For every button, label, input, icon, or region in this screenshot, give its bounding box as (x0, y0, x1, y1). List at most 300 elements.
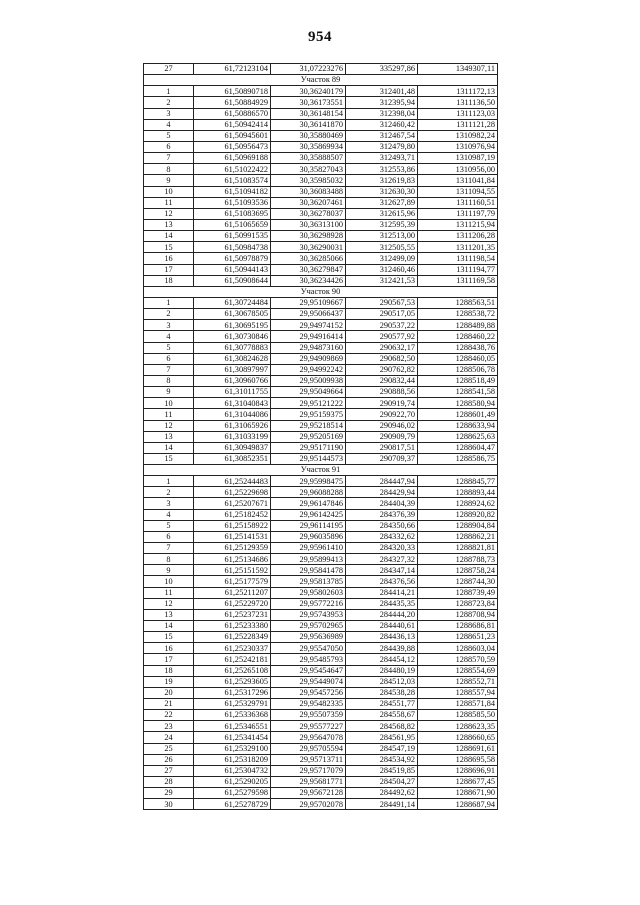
longitude-cell: 29,96035896 (271, 531, 346, 542)
point-number: 14 (144, 621, 194, 632)
y-coordinate-cell: 1311123,03 (418, 108, 498, 119)
point-number: 3 (144, 108, 194, 119)
table-row (144, 141, 498, 152)
y-coordinate-cell: 1288845,77 (418, 476, 498, 487)
latitude-cell: 61,25304732 (194, 765, 271, 776)
latitude-cell: 61,51083695 (194, 208, 271, 219)
latitude-cell: 61,25182452 (194, 509, 271, 520)
y-coordinate-cell: 1288758,24 (418, 565, 498, 576)
table-row (144, 721, 498, 732)
x-coordinate-cell: 312553,86 (346, 164, 418, 175)
point-number: 21 (144, 699, 194, 710)
y-coordinate-cell: 1311160,51 (418, 197, 498, 208)
point-number: 11 (144, 409, 194, 420)
y-coordinate-cell: 1288723,84 (418, 598, 498, 609)
point-number: 11 (144, 587, 194, 598)
x-coordinate-cell: 312630,30 (346, 186, 418, 197)
point-number: 30 (144, 799, 194, 810)
point-number: 1 (144, 86, 194, 97)
table-row (144, 364, 498, 375)
x-coordinate-cell: 284320,33 (346, 543, 418, 554)
latitude-cell: 61,25346551 (194, 721, 271, 732)
latitude-cell: 61,51094182 (194, 186, 271, 197)
y-coordinate-cell: 1288633,94 (418, 420, 498, 431)
y-coordinate-cell: 1288586,75 (418, 453, 498, 464)
y-coordinate-cell: 1311121,28 (418, 119, 498, 130)
y-coordinate-cell: 1288862,21 (418, 531, 498, 542)
longitude-cell: 29,95449074 (271, 676, 346, 687)
y-coordinate-cell: 1288660,65 (418, 732, 498, 743)
longitude-cell: 29,94909869 (271, 353, 346, 364)
point-number: 9 (144, 565, 194, 576)
point-number: 5 (144, 342, 194, 353)
longitude-cell: 30,36285066 (271, 253, 346, 264)
latitude-cell: 61,25341454 (194, 732, 271, 743)
longitude-cell: 29,95577227 (271, 721, 346, 732)
y-coordinate-cell: 1288893,44 (418, 487, 498, 498)
longitude-cell: 29,94916414 (271, 331, 346, 342)
longitude-cell: 29,94873160 (271, 342, 346, 353)
y-coordinate-cell: 1288489,88 (418, 320, 498, 331)
point-number: 12 (144, 208, 194, 219)
point-number: 7 (144, 543, 194, 554)
point-number: 8 (144, 164, 194, 175)
x-coordinate-cell: 312421,53 (346, 275, 418, 286)
x-coordinate-cell: 312401,48 (346, 86, 418, 97)
table-row (144, 498, 498, 509)
point-number: 8 (144, 554, 194, 565)
point-number: 5 (144, 520, 194, 531)
y-coordinate-cell: 1288920,82 (418, 509, 498, 520)
x-coordinate-cell: 312513,00 (346, 231, 418, 242)
x-coordinate-cell: 290888,56 (346, 387, 418, 398)
point-number: 6 (144, 141, 194, 152)
longitude-cell: 30,36278037 (271, 208, 346, 219)
x-coordinate-cell: 284436,13 (346, 632, 418, 643)
section-title: Участок 91 (144, 465, 498, 476)
y-coordinate-cell: 1288691,61 (418, 743, 498, 754)
longitude-cell: 29,95636989 (271, 632, 346, 643)
y-coordinate-cell: 1311169,58 (418, 275, 498, 286)
section-title: Участок 89 (144, 75, 498, 86)
longitude-cell: 29,95049664 (271, 387, 346, 398)
point-number: 3 (144, 320, 194, 331)
x-coordinate-cell: 290632,17 (346, 342, 418, 353)
table-row (144, 130, 498, 141)
table-row (144, 699, 498, 710)
table-row (144, 520, 498, 531)
table-row (144, 208, 498, 219)
x-coordinate-cell: 312460,46 (346, 264, 418, 275)
table-row (144, 654, 498, 665)
x-coordinate-cell: 335297,86 (346, 64, 418, 75)
longitude-cell: 30,36298928 (271, 231, 346, 242)
table-row (144, 320, 498, 331)
x-coordinate-cell: 284534,92 (346, 754, 418, 765)
longitude-cell: 30,36240179 (271, 86, 346, 97)
longitude-cell: 29,95961410 (271, 543, 346, 554)
longitude-cell: 29,96088288 (271, 487, 346, 498)
point-number: 27 (144, 765, 194, 776)
x-coordinate-cell: 284561,95 (346, 732, 418, 743)
point-number: 4 (144, 331, 194, 342)
point-number: 13 (144, 431, 194, 442)
x-coordinate-cell: 284376,56 (346, 576, 418, 587)
y-coordinate-cell: 1288686,81 (418, 621, 498, 632)
point-number: 6 (144, 353, 194, 364)
x-coordinate-cell: 312398,04 (346, 108, 418, 119)
table-row (144, 799, 498, 810)
latitude-cell: 61,50984738 (194, 242, 271, 253)
table-row (144, 565, 498, 576)
point-number: 26 (144, 754, 194, 765)
point-number: 20 (144, 687, 194, 698)
x-coordinate-cell: 284512,03 (346, 676, 418, 687)
x-coordinate-cell: 284551,77 (346, 699, 418, 710)
x-coordinate-cell: 290832,44 (346, 375, 418, 386)
longitude-cell: 30,36290031 (271, 242, 346, 253)
table-row (144, 754, 498, 765)
table-row (144, 353, 498, 364)
latitude-cell: 61,25141531 (194, 531, 271, 542)
y-coordinate-cell: 1288518,49 (418, 375, 498, 386)
point-number: 16 (144, 253, 194, 264)
latitude-cell: 61,30852351 (194, 453, 271, 464)
point-number: 14 (144, 231, 194, 242)
table-row (144, 387, 498, 398)
x-coordinate-cell: 284376,39 (346, 509, 418, 520)
table-row (144, 509, 498, 520)
latitude-cell: 61,25134686 (194, 554, 271, 565)
point-number: 2 (144, 309, 194, 320)
table-row (144, 676, 498, 687)
longitude-cell: 29,95109667 (271, 297, 346, 308)
point-number: 9 (144, 175, 194, 186)
latitude-cell: 61,25336368 (194, 710, 271, 721)
x-coordinate-cell: 290682,50 (346, 353, 418, 364)
table-row (144, 621, 498, 632)
x-coordinate-cell: 284350,66 (346, 520, 418, 531)
x-coordinate-cell: 284435,35 (346, 598, 418, 609)
table-row (144, 197, 498, 208)
longitude-cell: 29,95121222 (271, 398, 346, 409)
x-coordinate-cell: 284404,39 (346, 498, 418, 509)
longitude-cell: 30,36313100 (271, 219, 346, 230)
latitude-cell: 61,25279598 (194, 788, 271, 799)
x-coordinate-cell: 284439,88 (346, 643, 418, 654)
page-number: 954 (308, 29, 332, 45)
table-row (144, 253, 498, 264)
x-coordinate-cell: 312615,96 (346, 208, 418, 219)
x-coordinate-cell: 312460,42 (346, 119, 418, 130)
point-number: 9 (144, 387, 194, 398)
point-number: 14 (144, 442, 194, 453)
longitude-cell: 29,95482335 (271, 699, 346, 710)
latitude-cell: 61,25329791 (194, 699, 271, 710)
point-number: 4 (144, 509, 194, 520)
latitude-cell: 61,25244483 (194, 476, 271, 487)
section-header-row (144, 75, 498, 86)
x-coordinate-cell: 312627,89 (346, 197, 418, 208)
coordinates-table-body (144, 64, 498, 810)
x-coordinate-cell: 290922,70 (346, 409, 418, 420)
point-number: 7 (144, 153, 194, 164)
latitude-cell: 61,25242181 (194, 654, 271, 665)
x-coordinate-cell: 284347,14 (346, 565, 418, 576)
point-number: 10 (144, 398, 194, 409)
latitude-cell: 61,30778883 (194, 342, 271, 353)
point-number: 1 (144, 476, 194, 487)
y-coordinate-cell: 1311206,28 (418, 231, 498, 242)
table-row (144, 442, 498, 453)
y-coordinate-cell: 1288460,22 (418, 331, 498, 342)
latitude-cell: 61,50945601 (194, 130, 271, 141)
x-coordinate-cell: 284429,94 (346, 487, 418, 498)
latitude-cell: 61,50969188 (194, 153, 271, 164)
point-number: 18 (144, 275, 194, 286)
x-coordinate-cell: 312479,80 (346, 141, 418, 152)
x-coordinate-cell: 312395,94 (346, 97, 418, 108)
table-row (144, 576, 498, 587)
table-row (144, 231, 498, 242)
longitude-cell: 29,95772216 (271, 598, 346, 609)
point-number: 2 (144, 487, 194, 498)
table-row (144, 710, 498, 721)
x-coordinate-cell: 284444,20 (346, 609, 418, 620)
table-row (144, 732, 498, 743)
x-coordinate-cell: 312493,71 (346, 153, 418, 164)
latitude-cell: 61,25211207 (194, 587, 271, 598)
latitude-cell: 61,50942414 (194, 119, 271, 130)
latitude-cell: 61,25207671 (194, 498, 271, 509)
longitude-cell: 29,94992242 (271, 364, 346, 375)
latitude-cell: 61,51093536 (194, 197, 271, 208)
x-coordinate-cell: 284327,32 (346, 554, 418, 565)
longitude-cell: 29,95171190 (271, 442, 346, 453)
table-row (144, 375, 498, 386)
point-number: 10 (144, 576, 194, 587)
latitude-cell: 61,50991535 (194, 231, 271, 242)
longitude-cell: 30,35985032 (271, 175, 346, 186)
y-coordinate-cell: 1288585,50 (418, 710, 498, 721)
latitude-cell: 61,25158922 (194, 520, 271, 531)
x-coordinate-cell: 312499,09 (346, 253, 418, 264)
y-coordinate-cell: 1288563,51 (418, 297, 498, 308)
point-number: 2 (144, 97, 194, 108)
latitude-cell: 61,25237231 (194, 609, 271, 620)
y-coordinate-cell: 1288677,45 (418, 777, 498, 788)
y-coordinate-cell: 1288739,49 (418, 587, 498, 598)
y-coordinate-cell: 1310982,24 (418, 130, 498, 141)
latitude-cell: 61,50886570 (194, 108, 271, 119)
table-row (144, 554, 498, 565)
table-row (144, 587, 498, 598)
latitude-cell: 61,31033199 (194, 431, 271, 442)
table-row (144, 609, 498, 620)
point-number: 17 (144, 264, 194, 275)
longitude-cell: 29,95009938 (271, 375, 346, 386)
latitude-cell: 61,50908644 (194, 275, 271, 286)
longitude-cell: 29,95802603 (271, 587, 346, 598)
latitude-cell: 61,25329100 (194, 743, 271, 754)
point-number: 29 (144, 788, 194, 799)
y-coordinate-cell: 1288695,58 (418, 754, 498, 765)
latitude-cell: 61,31044086 (194, 409, 271, 420)
table-row (144, 743, 498, 754)
longitude-cell: 29,95702965 (271, 621, 346, 632)
y-coordinate-cell: 1288821,81 (418, 543, 498, 554)
longitude-cell: 30,35888507 (271, 153, 346, 164)
y-coordinate-cell: 1288580,94 (418, 398, 498, 409)
y-coordinate-cell: 1311198,54 (418, 253, 498, 264)
point-number: 3 (144, 498, 194, 509)
table-row (144, 487, 498, 498)
latitude-cell: 61,31065926 (194, 420, 271, 431)
longitude-cell: 30,36279847 (271, 264, 346, 275)
point-number: 11 (144, 197, 194, 208)
latitude-cell: 61,25293605 (194, 676, 271, 687)
latitude-cell: 61,30824628 (194, 353, 271, 364)
latitude-cell: 61,72123104 (194, 64, 271, 75)
y-coordinate-cell: 1311094,55 (418, 186, 498, 197)
latitude-cell: 61,31040843 (194, 398, 271, 409)
point-number: 7 (144, 364, 194, 375)
longitude-cell: 29,95647078 (271, 732, 346, 743)
point-number: 8 (144, 375, 194, 386)
y-coordinate-cell: 1288570,59 (418, 654, 498, 665)
table-row (144, 409, 498, 420)
point-number: 23 (144, 721, 194, 732)
y-coordinate-cell: 1288904,84 (418, 520, 498, 531)
latitude-cell: 61,30724484 (194, 297, 271, 308)
latitude-cell: 61,30949837 (194, 442, 271, 453)
table-row (144, 777, 498, 788)
longitude-cell: 29,95681771 (271, 777, 346, 788)
longitude-cell: 30,35827043 (271, 164, 346, 175)
longitude-cell: 29,95705594 (271, 743, 346, 754)
point-number: 1 (144, 297, 194, 308)
longitude-cell: 29,95998475 (271, 476, 346, 487)
table-row (144, 264, 498, 275)
longitude-cell: 29,95205169 (271, 431, 346, 442)
point-number: 5 (144, 130, 194, 141)
longitude-cell: 29,96147846 (271, 498, 346, 509)
longitude-cell: 29,95454647 (271, 665, 346, 676)
table-row (144, 420, 498, 431)
point-number: 19 (144, 676, 194, 687)
y-coordinate-cell: 1311197,79 (418, 208, 498, 219)
y-coordinate-cell: 1288924,62 (418, 498, 498, 509)
table-row (144, 788, 498, 799)
x-coordinate-cell: 284440,61 (346, 621, 418, 632)
latitude-cell: 61,50890718 (194, 86, 271, 97)
latitude-cell: 61,25229720 (194, 598, 271, 609)
point-number: 15 (144, 242, 194, 253)
x-coordinate-cell: 290517,05 (346, 309, 418, 320)
point-number: 18 (144, 665, 194, 676)
x-coordinate-cell: 284519,85 (346, 765, 418, 776)
latitude-cell: 61,31011755 (194, 387, 271, 398)
table-row (144, 665, 498, 676)
latitude-cell: 61,25228349 (194, 632, 271, 643)
latitude-cell: 61,25230337 (194, 643, 271, 654)
point-number: 6 (144, 531, 194, 542)
point-number: 17 (144, 654, 194, 665)
point-number: 15 (144, 632, 194, 643)
latitude-cell: 61,25229698 (194, 487, 271, 498)
longitude-cell: 30,36173551 (271, 97, 346, 108)
y-coordinate-cell: 1310956,00 (418, 164, 498, 175)
x-coordinate-cell: 284568,82 (346, 721, 418, 732)
latitude-cell: 61,25177579 (194, 576, 271, 587)
point-number: 27 (144, 64, 194, 75)
longitude-cell: 29,95159375 (271, 409, 346, 420)
x-coordinate-cell: 284480,19 (346, 665, 418, 676)
y-coordinate-cell: 1288651,23 (418, 632, 498, 643)
x-coordinate-cell: 284504,27 (346, 777, 418, 788)
table-row (144, 309, 498, 320)
latitude-cell: 61,30678505 (194, 309, 271, 320)
latitude-cell: 61,25318209 (194, 754, 271, 765)
latitude-cell: 61,25317296 (194, 687, 271, 698)
x-coordinate-cell: 290537,22 (346, 320, 418, 331)
y-coordinate-cell: 1311201,35 (418, 242, 498, 253)
table-row (144, 342, 498, 353)
point-number: 13 (144, 609, 194, 620)
x-coordinate-cell: 284454,12 (346, 654, 418, 665)
x-coordinate-cell: 312619,83 (346, 175, 418, 186)
longitude-cell: 30,36234426 (271, 275, 346, 286)
x-coordinate-cell: 290909,79 (346, 431, 418, 442)
longitude-cell: 29,95702078 (271, 799, 346, 810)
point-number: 12 (144, 420, 194, 431)
longitude-cell: 29,95743953 (271, 609, 346, 620)
point-number: 22 (144, 710, 194, 721)
longitude-cell: 30,36148154 (271, 108, 346, 119)
table-row (144, 431, 498, 442)
y-coordinate-cell: 1288460,05 (418, 353, 498, 364)
latitude-cell: 61,30960766 (194, 375, 271, 386)
x-coordinate-cell: 290577,92 (346, 331, 418, 342)
latitude-cell: 61,50884929 (194, 97, 271, 108)
table-row (144, 186, 498, 197)
x-coordinate-cell: 290946,02 (346, 420, 418, 431)
point-number: 25 (144, 743, 194, 754)
latitude-cell: 61,25129359 (194, 543, 271, 554)
table-row (144, 175, 498, 186)
y-coordinate-cell: 1311041,84 (418, 175, 498, 186)
latitude-cell: 61,30897997 (194, 364, 271, 375)
table-row (144, 531, 498, 542)
point-number: 24 (144, 732, 194, 743)
longitude-cell: 29,95218514 (271, 420, 346, 431)
longitude-cell: 30,35869934 (271, 141, 346, 152)
latitude-cell: 61,50944143 (194, 264, 271, 275)
longitude-cell: 29,95066437 (271, 309, 346, 320)
table-row (144, 453, 498, 464)
table-row (144, 297, 498, 308)
y-coordinate-cell: 1288744,30 (418, 576, 498, 587)
point-number: 16 (144, 643, 194, 654)
x-coordinate-cell: 284547,19 (346, 743, 418, 754)
table-row (144, 543, 498, 554)
x-coordinate-cell: 284558,67 (346, 710, 418, 721)
y-coordinate-cell: 1288538,72 (418, 309, 498, 320)
table-row (144, 598, 498, 609)
latitude-cell: 61,51065659 (194, 219, 271, 230)
y-coordinate-cell: 1349307,11 (418, 64, 498, 75)
y-coordinate-cell: 1288601,49 (418, 409, 498, 420)
